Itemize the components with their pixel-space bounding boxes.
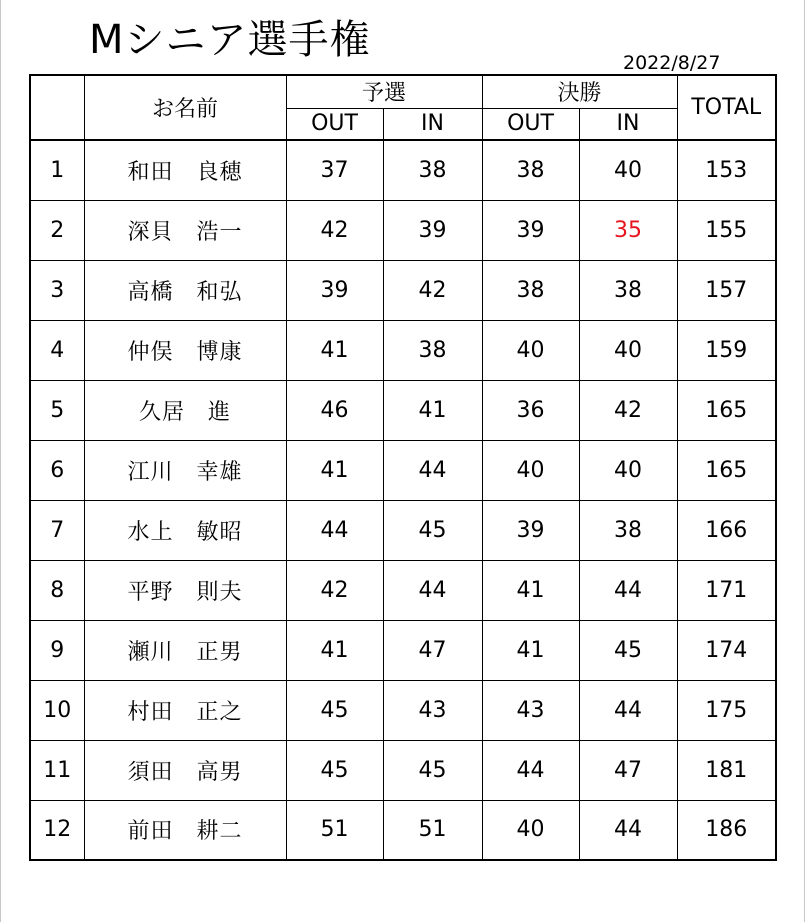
rank-cell: 8	[30, 560, 84, 620]
table-row	[30, 380, 776, 440]
total-header: TOTAL	[677, 75, 776, 140]
qualifier-out-cell: 44	[286, 500, 383, 560]
total-cell: 171	[677, 560, 776, 620]
rank-cell: 9	[30, 620, 84, 680]
total-cell: 155	[677, 200, 776, 260]
final-out-cell: 39	[482, 200, 579, 260]
final-out-cell: 40	[482, 440, 579, 500]
name-header: お名前	[84, 75, 286, 140]
final-in-cell: 45	[579, 620, 677, 680]
table-row	[30, 800, 776, 860]
final-in-cell: 42	[579, 380, 677, 440]
header-row-top	[30, 75, 776, 108]
qualifier-in-cell: 43	[383, 680, 482, 740]
table-row	[30, 740, 776, 800]
total-cell: 165	[677, 440, 776, 500]
total-cell: 166	[677, 500, 776, 560]
total-cell: 165	[677, 380, 776, 440]
qualifier-in-header: IN	[383, 108, 482, 140]
rank-cell: 3	[30, 260, 84, 320]
qualifier-in-cell: 41	[383, 380, 482, 440]
qualifier-in-cell: 44	[383, 440, 482, 500]
qualifier-in-cell: 45	[383, 740, 482, 800]
qualifier-out-cell: 45	[286, 740, 383, 800]
final-in-header: IN	[579, 108, 677, 140]
player-name-cell: 平野 則夫	[84, 560, 286, 620]
final-in-cell: 40	[579, 320, 677, 380]
table-row	[30, 260, 776, 320]
player-name-cell: 高橋 和弘	[84, 260, 286, 320]
qualifier-in-cell: 51	[383, 800, 482, 860]
total-cell: 175	[677, 680, 776, 740]
table-row	[30, 680, 776, 740]
player-name-cell: 村田 正之	[84, 680, 286, 740]
table-row	[30, 500, 776, 560]
qualifier-in-cell: 38	[383, 140, 482, 200]
table-header	[30, 75, 776, 140]
player-name-cell: 前田 耕二	[84, 800, 286, 860]
final-in-cell: 40	[579, 140, 677, 200]
final-in-cell: 44	[579, 680, 677, 740]
final-out-cell: 39	[482, 500, 579, 560]
rank-cell: 4	[30, 320, 84, 380]
final-in-cell: 44	[579, 560, 677, 620]
total-cell: 186	[677, 800, 776, 860]
qualifier-in-cell: 39	[383, 200, 482, 260]
event-date: 2022/8/27	[623, 52, 721, 74]
player-name-cell: 和田 良穂	[84, 140, 286, 200]
rank-header-cell	[30, 75, 84, 140]
final-out-cell: 41	[482, 560, 579, 620]
final-out-cell: 36	[482, 380, 579, 440]
rank-cell: 1	[30, 140, 84, 200]
qualifier-out-header: OUT	[286, 108, 383, 140]
final-out-header: OUT	[482, 108, 579, 140]
qualifier-out-cell: 39	[286, 260, 383, 320]
player-name-cell: 久居 進	[84, 380, 286, 440]
rank-cell: 12	[30, 800, 84, 860]
qualifier-in-cell: 38	[383, 320, 482, 380]
player-name-cell: 水上 敏昭	[84, 500, 286, 560]
page-title: Mシニア選手権	[89, 17, 371, 63]
rank-cell: 5	[30, 380, 84, 440]
table-row	[30, 200, 776, 260]
qualifier-out-cell: 41	[286, 440, 383, 500]
rank-cell: 2	[30, 200, 84, 260]
qualifier-out-cell: 51	[286, 800, 383, 860]
qualifier-out-cell: 41	[286, 320, 383, 380]
qualifier-out-cell: 42	[286, 560, 383, 620]
final-in-cell: 38	[579, 260, 677, 320]
rank-cell: 10	[30, 680, 84, 740]
final-out-cell: 44	[482, 740, 579, 800]
total-cell: 181	[677, 740, 776, 800]
qualifier-out-cell: 41	[286, 620, 383, 680]
final-out-cell: 43	[482, 680, 579, 740]
table-row	[30, 140, 776, 200]
qualifier-out-cell: 46	[286, 380, 383, 440]
score-table	[29, 74, 777, 861]
qualifier-in-cell: 42	[383, 260, 482, 320]
player-name-cell: 深貝 浩一	[84, 200, 286, 260]
table-row	[30, 440, 776, 500]
qualifier-header: 予選	[286, 75, 482, 108]
total-cell: 157	[677, 260, 776, 320]
qualifier-in-cell: 44	[383, 560, 482, 620]
final-in-cell: 35	[579, 200, 677, 260]
rank-cell: 11	[30, 740, 84, 800]
qualifier-out-cell: 37	[286, 140, 383, 200]
total-cell: 153	[677, 140, 776, 200]
table-row	[30, 320, 776, 380]
final-in-cell: 40	[579, 440, 677, 500]
final-in-cell: 44	[579, 800, 677, 860]
final-in-cell: 47	[579, 740, 677, 800]
total-cell: 159	[677, 320, 776, 380]
player-name-cell: 須田 高男	[84, 740, 286, 800]
table-body	[30, 140, 776, 860]
qualifier-out-cell: 45	[286, 680, 383, 740]
final-out-cell: 40	[482, 320, 579, 380]
rank-cell: 6	[30, 440, 84, 500]
final-out-cell: 40	[482, 800, 579, 860]
qualifier-in-cell: 45	[383, 500, 482, 560]
player-name-cell: 仲俣 博康	[84, 320, 286, 380]
sheet-left-edge	[0, 0, 1, 922]
final-out-cell: 38	[482, 260, 579, 320]
rank-cell: 7	[30, 500, 84, 560]
total-cell: 174	[677, 620, 776, 680]
final-out-cell: 38	[482, 140, 579, 200]
table-row	[30, 560, 776, 620]
table-row	[30, 620, 776, 680]
qualifier-in-cell: 47	[383, 620, 482, 680]
final-header: 決勝	[482, 75, 677, 108]
final-in-cell: 38	[579, 500, 677, 560]
final-out-cell: 41	[482, 620, 579, 680]
player-name-cell: 江川 幸雄	[84, 440, 286, 500]
qualifier-out-cell: 42	[286, 200, 383, 260]
player-name-cell: 瀬川 正男	[84, 620, 286, 680]
